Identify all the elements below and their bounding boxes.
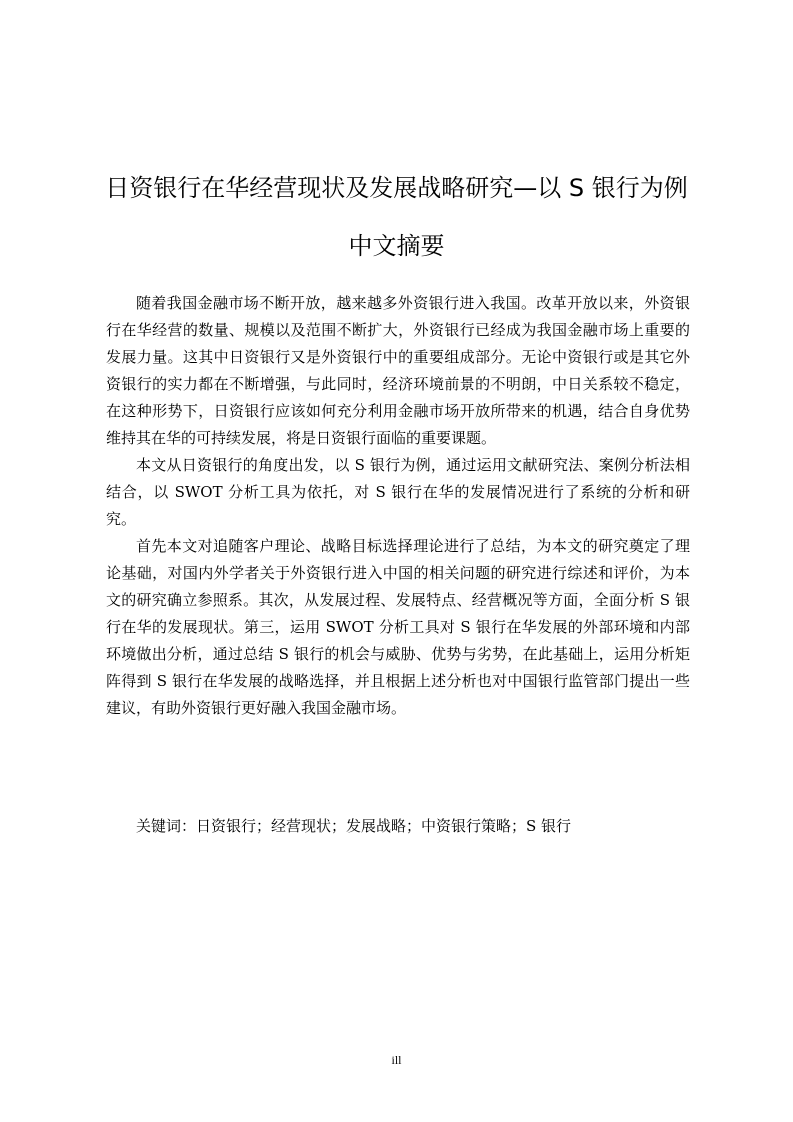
abstract-paragraph: 随着我国金融市场不断开放，越来越多外资银行进入我国。改革开放以来，外资银行在华经营的数量、规模以及范围不断扩大，外资银行已经成为我国金融市场上重要的发展力量。这其中日资银行又是外资银行中的重要组成部分。无论中资银行或是其它外资银行的实力都在不断增强，与此同时，经济环境前景的不明朗，中日关系较不稳定，在这种形势下，日资银行应该如何充分利用金融市场开放所带来的机遇，结合自身优势维持其在华的可持续发展，将是日资银行面临的重要课题。 <box>106 294 690 447</box>
abstract-body <box>106 290 690 722</box>
abstract-paragraph: 首先本文对追随客户理论、战略目标选择理论进行了总结，为本文的研究奠定了理论基础，对国内外学者关于外资银行进入中国的相关问题的研究进行综述和评价，为本文的研究确立参照系。其次，从发展过程、发展特点、经营概况等方面，全面分析 S 银行在华的发展现状。第三，运用 SWOT 分析工具对 S 银行在华发展的外部环境和内部环境做出分析，通过总结 S 银行的机会与威胁、优势与劣势，在此基础上，运用分析矩阵得到 S 银行在华发展的战略选择，并且根据上述分析也对中国银行监管部门提出一些建议，有助外资银行更好融入我国金融市场。 <box>106 537 690 717</box>
page-number: ill <box>391 1053 402 1067</box>
abstract-paragraph: 本文从日资银行的角度出发，以 S 银行为例，通过运用文献研究法、案例分析法相结合，以 SWOT 分析工具为依托，对 S 银行在华的发展情况进行了系统的分析和研究。 <box>106 456 690 528</box>
section-heading: 中文摘要 <box>348 232 445 260</box>
document-title: 日资银行在华经营现状及发展战略研究—以 S 银行为例 <box>105 174 688 202</box>
keywords-line: 关键词：日资银行；经营现状；发展战略；中资银行策略；S 银行 <box>136 817 572 835</box>
